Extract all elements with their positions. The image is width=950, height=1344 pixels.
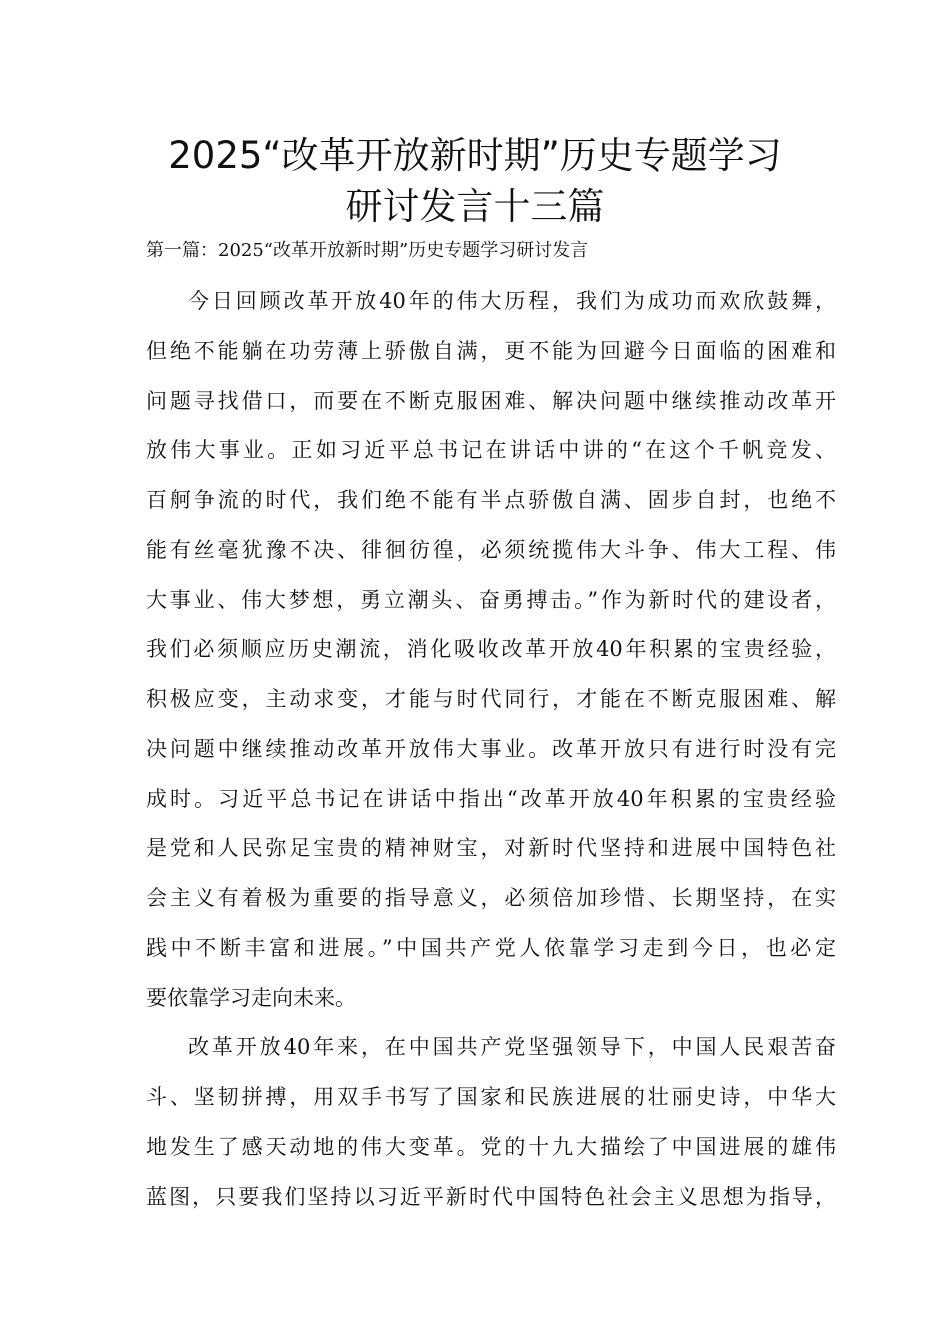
paragraph-line: 能有丝毫犹豫不决、徘徊彷徨，必须统揽伟大斗争、伟大工程、伟 bbox=[146, 538, 836, 562]
document-title-line-1: 2025“改革开放新时期”历史专题学习 bbox=[168, 134, 782, 177]
paragraph-line: 蓝图，只要我们坚持以习近平新时代中国特色社会主义思想为指导， bbox=[146, 1185, 836, 1209]
paragraph-line: 决问题中继续推动改革开放伟大事业。改革开放只有进行时没有完 bbox=[146, 737, 836, 761]
paragraph-line: 要依靠学习走向未来。 bbox=[146, 986, 356, 1010]
paragraph-line: 今日回顾改革开放40年的伟大历程，我们为成功而欢欣鼓舞， bbox=[188, 289, 836, 313]
paragraph-line: 大事业、伟大梦想，勇立潮头、奋勇搏击。”作为新时代的建设者， bbox=[146, 588, 836, 612]
paragraph-line: 百舸争流的时代，我们绝不能有半点骄傲自满、固步自封，也绝不 bbox=[146, 488, 836, 512]
paragraph-line: 是党和人民弥足宝贵的精神财宝，对新时代坚持和进展中国特色社 bbox=[146, 836, 836, 860]
paragraph-line: 地发生了感天动地的伟大变革。党的十九大描绘了中国进展的雄伟 bbox=[146, 1135, 836, 1159]
section-subtitle: 第一篇：2025“改革开放新时期”历史专题学习研讨发言 bbox=[146, 240, 589, 261]
paragraph-line: 成时。习近平总书记在讲话中指出“改革开放40年积累的宝贵经验 bbox=[146, 787, 836, 811]
paragraph-line: 但绝不能躺在功劳薄上骄傲自满，更不能为回避今日面临的困难和 bbox=[146, 339, 836, 363]
paragraph-line: 积极应变，主动求变，才能与时代同行，才能在不断克服困难、解 bbox=[146, 687, 836, 711]
document-title-line-2: 研讨发言十三篇 bbox=[345, 185, 605, 228]
paragraph-line: 改革开放40年来，在中国共产党坚强领导下，中国人民艰苦奋 bbox=[188, 1035, 836, 1059]
paragraph-line: 斗、坚韧拼搏，用双手书写了国家和民族进展的壮丽史诗，中华大 bbox=[146, 1085, 836, 1109]
paragraph-line: 问题寻找借口，而要在不断克服困难、解决问题中继续推动改革开 bbox=[146, 389, 836, 413]
paragraph-line: 会主义有着极为重要的指导意义，必须倍加珍惜、长期坚持，在实 bbox=[146, 886, 836, 910]
paragraph-line: 践中不断丰富和进展。”中国共产党人依靠学习走到今日，也必定 bbox=[146, 936, 836, 960]
paragraph-line: 我们必须顺应历史潮流，消化吸收改革开放40年积累的宝贵经验， bbox=[146, 637, 836, 661]
paragraph-line: 放伟大事业。正如习近平总书记在讲话中讲的“在这个千帆竞发、 bbox=[146, 438, 836, 462]
